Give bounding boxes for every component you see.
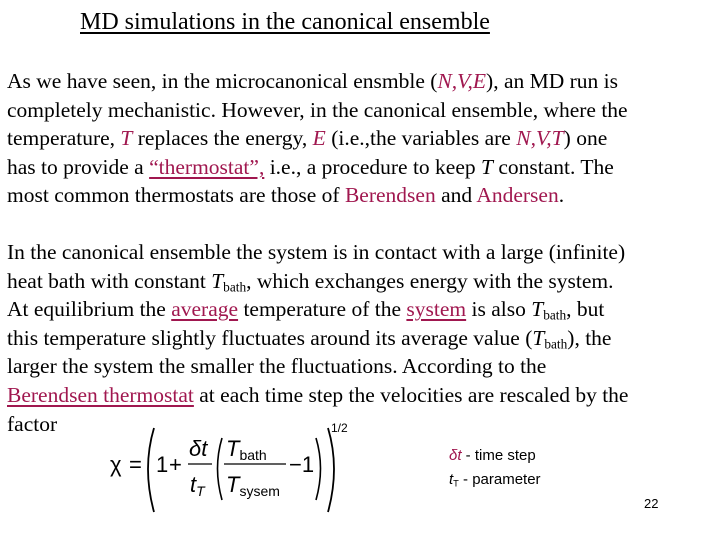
symbol-t: T — [120, 126, 133, 151]
system-link[interactable]: system — [406, 297, 467, 322]
t: t — [449, 471, 454, 488]
t-t — [190, 472, 206, 499]
subscript-t: T — [196, 483, 205, 499]
left-outer-paren — [148, 428, 154, 512]
chi-symbol: χ — [110, 452, 122, 477]
t: t — [190, 472, 197, 497]
text: this temperature slightly fluctuates around its average value ( — [7, 325, 533, 350]
text: - time step — [461, 447, 536, 464]
p1-line-5 — [7, 181, 713, 210]
p1-line-2: completely mechanistic. However, in the canonical ensemble, where the — [7, 97, 628, 122]
p1-line-3 — [7, 124, 713, 153]
text: As we have seen, in the microcanonical ensmble ( — [7, 69, 438, 93]
text: At equilibrium the — [7, 297, 172, 322]
p2-line-1: In the canonical ensemble the system is in contact with a large (infinite) — [7, 240, 626, 264]
text: most common thermostats are those of — [7, 183, 345, 208]
text: heat bath with constant — [7, 268, 212, 293]
page-number: 22 — [644, 496, 659, 511]
subscript-bath: bath — [223, 278, 247, 294]
text: has to provide a — [7, 154, 150, 179]
t-bath — [226, 436, 267, 463]
text: at each time step the velocities are rescaled by the — [193, 382, 629, 407]
t-system — [226, 472, 280, 499]
text: constant. The — [493, 154, 614, 179]
right-inner-paren — [316, 438, 321, 500]
subscript-sysem: sysem — [239, 483, 280, 499]
text: , but — [566, 297, 605, 322]
text: (i.e.,the variables are — [325, 126, 517, 151]
p2-line-3 — [7, 295, 713, 324]
minus-one: −1 — [289, 452, 315, 477]
subscript-bath: bath — [544, 336, 568, 352]
t: T — [226, 436, 240, 461]
subscript-bath: bath — [543, 307, 567, 323]
berendsen-thermostat-link[interactable]: Berendsen thermostat — [7, 382, 194, 407]
delta-t: δt — [189, 436, 208, 461]
p2-line-6 — [7, 381, 713, 410]
paragraph-microcanonical — [7, 67, 713, 210]
symbol-t: T — [211, 268, 224, 293]
text: temperature, — [7, 126, 121, 151]
slide-title: MD simulations in the canonical ensemble — [80, 9, 490, 35]
text: ) one — [563, 126, 608, 151]
text: i.e., a procedure to keep — [264, 154, 482, 179]
symbol-t: T — [531, 297, 544, 322]
text: and — [435, 183, 477, 208]
p1-line-4 — [7, 153, 713, 182]
legend-parameter — [449, 471, 541, 489]
plus-sign: + — [169, 452, 182, 477]
equals-sign: = — [129, 452, 142, 477]
right-outer-paren — [328, 428, 334, 512]
symbol-t: T — [532, 325, 545, 350]
one: 1 — [156, 452, 169, 477]
t: T — [226, 472, 240, 497]
exponent-half: 1/2 — [331, 421, 348, 435]
delta-t: δt — [449, 447, 462, 464]
average-link[interactable]: average — [171, 297, 239, 322]
p2-line-2 — [7, 267, 713, 296]
p2-line-4 — [7, 324, 713, 353]
variables-nvt: N,V,T — [516, 126, 564, 151]
text: ), the — [567, 325, 612, 350]
scaling-factor-formula — [110, 420, 360, 520]
text: . — [558, 183, 565, 208]
text: , which exchanges energy with the system. — [246, 268, 614, 293]
text: replaces the energy, — [132, 126, 313, 151]
symbol-e: E — [312, 126, 326, 151]
symbol-t: T — [481, 154, 493, 179]
p2-line-5: larger the system the smaller the fluctuations. According to the — [7, 354, 547, 379]
subscript-t: T — [453, 478, 459, 489]
andersen-name: Andersen — [476, 183, 559, 208]
paragraph-canonical — [7, 238, 713, 438]
legend-time-step — [449, 447, 536, 465]
thermostat-link[interactable]: “thermostat”, — [149, 154, 265, 179]
text: temperature of the — [238, 297, 407, 322]
left-inner-paren — [218, 438, 223, 500]
text: - parameter — [458, 471, 541, 488]
variables-nve: N,V,E — [437, 69, 487, 93]
berendsen-name: Berendsen — [344, 183, 436, 208]
p2-line-7: factor — [7, 411, 58, 436]
p1-line-1 — [7, 67, 713, 96]
text: ), an MD run is — [486, 69, 619, 93]
text: is also — [466, 297, 532, 322]
subscript-bath: bath — [239, 447, 267, 463]
